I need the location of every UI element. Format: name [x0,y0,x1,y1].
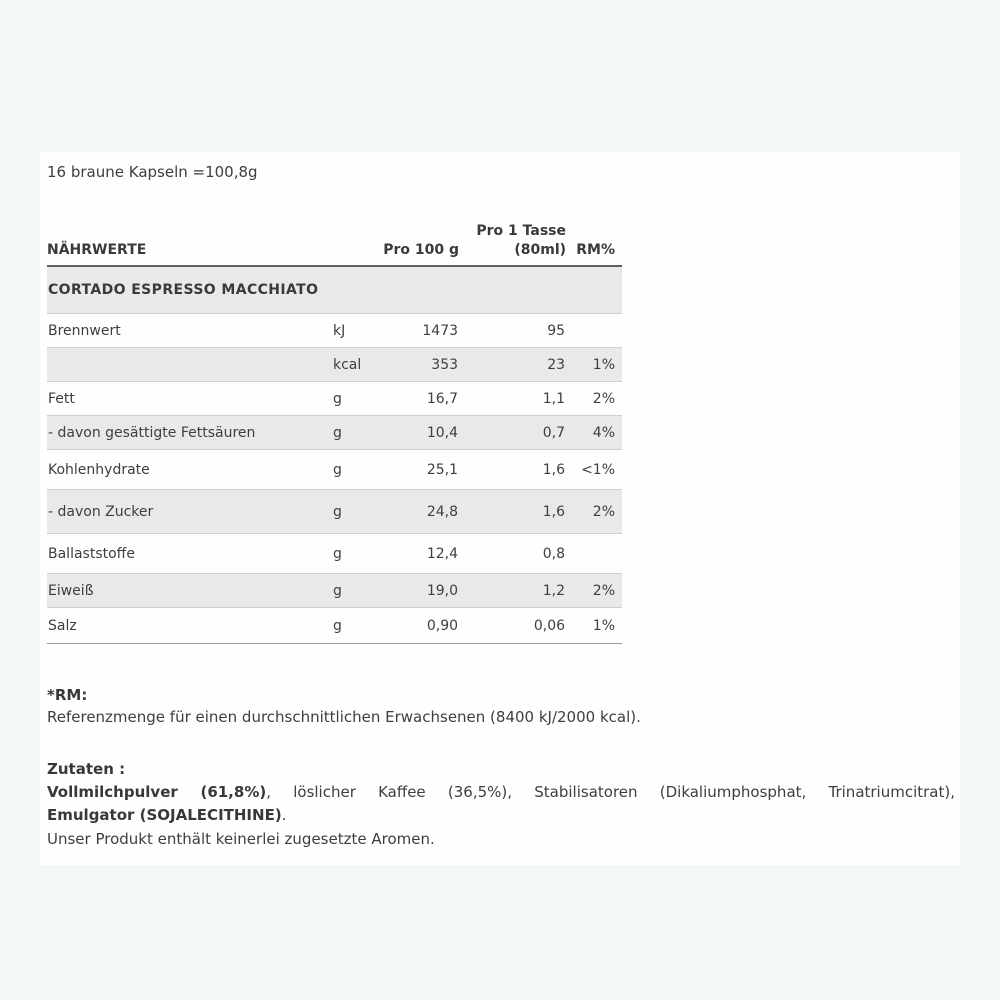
nutrient-label: - davon Zucker [47,490,332,534]
nutrient-label: - davon gesättigte Fettsäuren [47,416,332,450]
nutrient-label: Fett [48,390,75,407]
ingredient-period: . [281,806,287,824]
ingredients-section [47,758,955,851]
table-title: NÄHRWERTE [47,222,382,266]
nutrition-table [47,222,622,644]
value-per-100g: 353 [382,348,459,382]
rm-note-title: *RM: [47,686,88,704]
table-row-eiweiss [47,574,622,608]
column-header-per-tasse [459,222,566,266]
table-row-zucker [47,490,622,534]
column-header-per-tasse-line2: (80ml) [514,242,567,258]
value-rm: <1% [581,461,616,478]
nutrient-unit: g [332,416,382,450]
nutrient-unit: g [333,545,342,562]
product-name-row [47,266,622,314]
table-row-kcal [47,348,622,382]
value-rm: 2% [566,490,622,534]
nutrient-unit: g [333,461,342,478]
table-row-salz [47,608,622,644]
rm-reference-note [47,684,957,728]
nutrient-unit: kcal [332,348,382,382]
value-per-100g: 16,7 [426,390,459,407]
nutrient-label: Kohlenhydrate [48,461,150,478]
nutrient-unit: g [332,574,382,608]
nutrient-label [47,348,332,382]
ingredient-list-text: , löslicher Kaffee (36,5%), Stabilisatoren (Dikaliumphosphat, Trinatriumcitrat), [266,783,955,801]
nutrient-label: Ballaststoffe [48,545,135,562]
value-per-tasse: 0,7 [459,416,566,450]
value-per-100g: 10,4 [382,416,459,450]
product-name: CORTADO ESPRESSO MACCHIATO [47,266,622,314]
no-aroma-note: Unser Produkt enthält keinerlei zugesetzte Aromen. [47,830,435,848]
ingredient-emulgator: Emulgator (SOJALECITHINE) [47,806,282,824]
value-rm: 2% [566,574,622,608]
capsules-line: 16 braune Kapseln =100,8g [47,163,258,181]
rm-note-text: Referenzmenge für einen durchschnittlichen Erwachsenen (8400 kJ/2000 kcal). [47,708,641,726]
ingredients-line-1 [47,781,955,804]
nutrient-label: Salz [48,617,77,634]
table-header-row [47,222,622,266]
nutrient-label: Eiweiß [47,574,332,608]
value-per-100g: 1473 [422,322,459,339]
column-header-rm: RM% [566,222,622,266]
nutrient-unit: kJ [333,322,346,339]
content-panel [40,152,960,865]
column-header-per-100g: Pro 100 g [382,222,459,266]
value-rm: 1% [566,348,622,382]
ingredients-title: Zutaten : [47,760,126,778]
value-rm [566,534,622,574]
value-rm: 4% [566,416,622,450]
value-rm: 2% [592,390,616,407]
value-per-100g: 24,8 [382,490,459,534]
value-per-tasse: 1,2 [459,574,566,608]
nutrient-unit: g [333,390,342,407]
nutrient-label: Brennwert [48,322,121,339]
value-per-100g: 19,0 [382,574,459,608]
table-row-brennwert [47,314,622,348]
value-rm [566,314,622,348]
table-row-kohlenhydrate [47,450,622,490]
value-per-100g: 25,1 [426,461,459,478]
value-per-tasse: 0,06 [533,617,566,634]
value-per-100g: 12,4 [426,545,459,562]
column-header-per-tasse-line1: Pro 1 Tasse [476,223,567,239]
value-rm: 1% [592,617,616,634]
nutrient-unit: g [332,490,382,534]
ingredients-line-2 [47,804,955,827]
nutrient-unit: g [333,617,342,634]
value-per-tasse: 95 [547,322,566,339]
table-row-fett [47,382,622,416]
value-per-tasse: 23 [459,348,566,382]
value-per-tasse: 1,1 [542,390,566,407]
value-per-tasse: 1,6 [542,461,566,478]
table-row-gesaettigte-fettsaeuren [47,416,622,450]
ingredient-vollmilchpulver: Vollmilchpulver (61,8%) [47,783,267,801]
value-per-100g: 0,90 [426,617,459,634]
value-per-tasse: 1,6 [459,490,566,534]
value-per-tasse: 0,8 [542,545,566,562]
table-row-ballaststoffe [47,534,622,574]
